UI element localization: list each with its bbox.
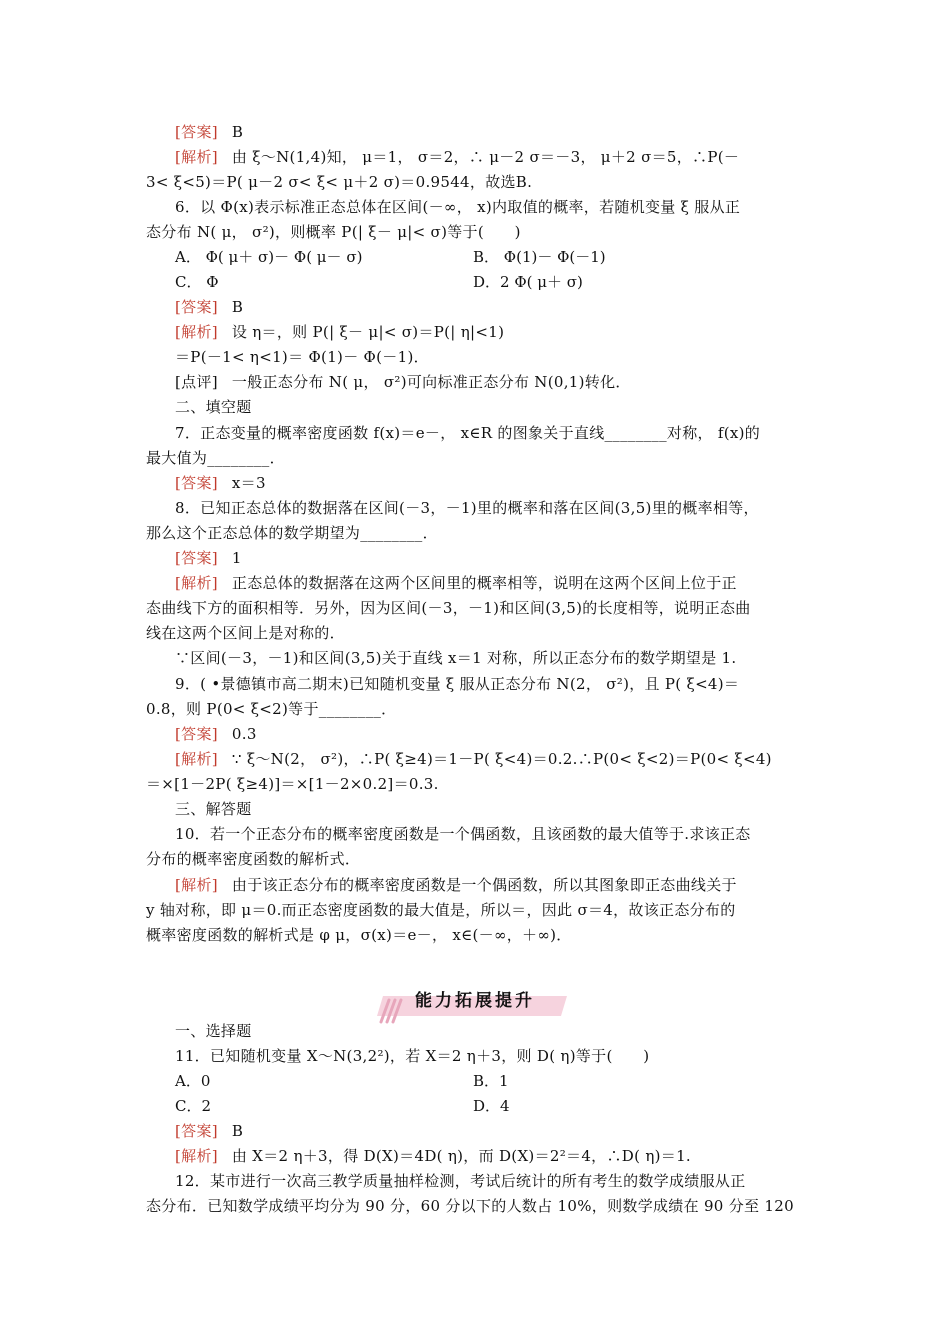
q12-stem-line-1: 12．某市进行一次高三教学质量抽样检测，考试后统计的所有考生的数学成绩服从正 bbox=[175, 1172, 746, 1190]
q6-analysis-line-1 bbox=[175, 322, 815, 342]
q6-answer-line bbox=[175, 297, 815, 317]
comment-tag: [点评] bbox=[175, 373, 218, 391]
analysis-tag: [解析] bbox=[175, 148, 218, 166]
answer-tag: [答案] bbox=[175, 298, 218, 316]
q10-analysis-line-3: 概率密度函数的解析式是 φ μ，σ(x)＝e－， x∈(－∞，＋∞)． bbox=[146, 926, 572, 944]
banner-title: 能力拓展提升 bbox=[415, 991, 535, 1011]
q5-analysis-line-2: 3< ξ<5)＝P( μ－2 σ< ξ< μ＋2 σ)＝0.9544，故选B. bbox=[146, 173, 533, 191]
q7-stem-line-2: 最大值为________． bbox=[146, 449, 285, 467]
q8-answer-line bbox=[175, 548, 815, 568]
q6-stem-line-1: 6．以 Φ(x)表示标准正态总体在区间(－∞， x)内取值的概率，若随机变量 ξ 服从正 bbox=[175, 198, 741, 216]
q8-analysis-line-3: 线在这两个区间上是对称的． bbox=[146, 624, 345, 642]
q12-stem-line-2: 态分布．已知数学成绩平均分为 90 分，60 分以下的人数占 10%，则数学成绩在 90 分至 120 bbox=[146, 1197, 794, 1215]
q11-answer-value: B bbox=[231, 1122, 244, 1140]
q7-answer-value: x＝3 bbox=[231, 474, 266, 492]
analysis-tag: [解析] bbox=[175, 1147, 218, 1165]
q6-option-c: C． Φ bbox=[175, 273, 219, 291]
q10-analysis-line-2: y 轴对称，即 μ＝0.而正态密度函数的最大值是，所以＝，因此 σ＝4，故该正态分布的 bbox=[146, 901, 736, 919]
q9-stem-line-2: 0.8，则 P(0< ξ<2)等于________． bbox=[146, 700, 397, 718]
q11-option-b: B．1 bbox=[473, 1072, 509, 1090]
q6-option-a: A． Φ( μ＋ σ)－ Φ( μ－ σ) bbox=[175, 248, 363, 266]
q6-analysis-text-1: 设 η＝，则 P(| ξ－ μ|< σ)＝P(| η|<1) bbox=[231, 323, 505, 341]
q8-analysis-line-1 bbox=[175, 573, 815, 593]
q5-analysis-text-1: 由 ξ～N(1,4)知， μ＝1， σ＝2，∴ μ－2 σ＝－3， μ＋2 σ＝5，∴P(－ bbox=[231, 148, 740, 166]
q9-stem-line-1: 9．( •景德镇市高二期末)已知随机变量 ξ 服从正态分布 N(2， σ²)，且 P( ξ<4)＝ bbox=[175, 675, 740, 693]
q6-comment-line bbox=[175, 372, 815, 392]
q11-option-c: C．2 bbox=[175, 1097, 212, 1115]
q11-answer-line bbox=[175, 1121, 815, 1141]
analysis-tag: [解析] bbox=[175, 876, 218, 894]
answer-tag: [答案] bbox=[175, 1122, 218, 1140]
q6-option-b: B． Φ(1)－ Φ(－1) bbox=[473, 248, 606, 266]
q8-analysis-text-1: 正态总体的数据落在这两个区间里的概率相等，说明在这两个区间上位于正 bbox=[231, 574, 737, 592]
q6-option-d: D．2 Φ( μ＋ σ) bbox=[473, 273, 583, 291]
q9-analysis-line-2: ＝×[1－2P( ξ≥4)]＝×[1－2×0.2]＝0.3. bbox=[146, 775, 439, 793]
q6-answer-value: B bbox=[231, 298, 244, 316]
q5-answer-value: B bbox=[231, 123, 244, 141]
q9-analysis-line-1 bbox=[175, 749, 815, 769]
q8-stem-line-2: 那么这个正态总体的数学期望为________． bbox=[146, 524, 438, 542]
q7-stem-line-1: 7．正态变量的概率密度函数 f(x)＝e－， x∈R 的图象关于直线________对称， f(x)的 bbox=[175, 424, 761, 442]
q5-analysis-line-1 bbox=[175, 147, 815, 167]
answer-tag: [答案] bbox=[175, 474, 218, 492]
q8-stem-line-1: 8．已知正态总体的数据落在区间(－3，－1)里的概率和落在区间(3,5)里的概率相等， bbox=[175, 499, 759, 517]
q6-stem-line-2: 态分布 N( μ， σ²)，则概率 P(| ξ－ μ|< σ)等于( ) bbox=[146, 223, 521, 241]
q10-analysis-line-1 bbox=[175, 875, 815, 895]
q10-analysis-text-1: 由于该正态分布的概率密度函数是一个偶函数，所以其图象即正态曲线关于 bbox=[231, 876, 737, 894]
q11-stem-line: 11．已知随机变量 X～N(3,2²)，若 X＝2 η＋3，则 D( η)等于( ) bbox=[175, 1047, 650, 1065]
q7-answer-line bbox=[175, 473, 815, 493]
q9-answer-value: 0.3 bbox=[231, 725, 257, 743]
answer-tag: [答案] bbox=[175, 549, 218, 567]
q6-analysis-line-2: ＝P(－1< η<1)＝ Φ(1)－ Φ(－1)． bbox=[175, 348, 429, 366]
q8-analysis-line-2: 态曲线下方的面积相等．另外，因为区间(－3，－1)和区间(3,5)的长度相等，说明正态曲 bbox=[146, 599, 751, 617]
section-heading-choice: 一、选择题 bbox=[175, 1022, 252, 1040]
q8-analysis-line-4: ∵区间(－3，－1)和区间(3,5)关于直线 x＝1 对称，所以正态分布的数学期望是 1. bbox=[175, 649, 737, 667]
q9-answer-line bbox=[175, 724, 815, 744]
answer-tag: [答案] bbox=[175, 725, 218, 743]
section-heading-fill: 二、填空题 bbox=[175, 398, 252, 416]
q11-analysis-text-1: 由 X＝2 η＋3，得 D(X)＝4D( η)，而 D(X)＝2²＝4，∴D( η)＝1. bbox=[231, 1147, 691, 1165]
answer-tag: [答案] bbox=[175, 123, 218, 141]
q6-comment-text: 一般正态分布 N( μ， σ²)可向标准正态分布 N(0,1)转化． bbox=[231, 373, 631, 391]
q11-option-a: A．0 bbox=[175, 1072, 211, 1090]
q8-answer-value: 1 bbox=[231, 549, 242, 567]
analysis-tag: [解析] bbox=[175, 323, 218, 341]
q10-stem-line-2: 分布的概率密度函数的解析式． bbox=[146, 850, 361, 868]
q9-analysis-text-1: ∵ ξ～N(2， σ²)，∴P( ξ≥4)＝1－P( ξ<4)＝0.2.∴P(0< ξ<2)＝P(0< ξ<4) bbox=[231, 750, 772, 768]
analysis-tag: [解析] bbox=[175, 574, 218, 592]
q11-option-d: D．4 bbox=[473, 1097, 510, 1115]
section-heading-solve: 三、解答题 bbox=[175, 800, 252, 818]
q11-analysis-line-1 bbox=[175, 1146, 815, 1166]
q10-stem-line-1: 10．若一个正态分布的概率密度函数是一个偶函数，且该函数的最大值等于.求该正态 bbox=[175, 825, 751, 843]
q5-answer-line bbox=[175, 122, 815, 142]
analysis-tag: [解析] bbox=[175, 750, 218, 768]
